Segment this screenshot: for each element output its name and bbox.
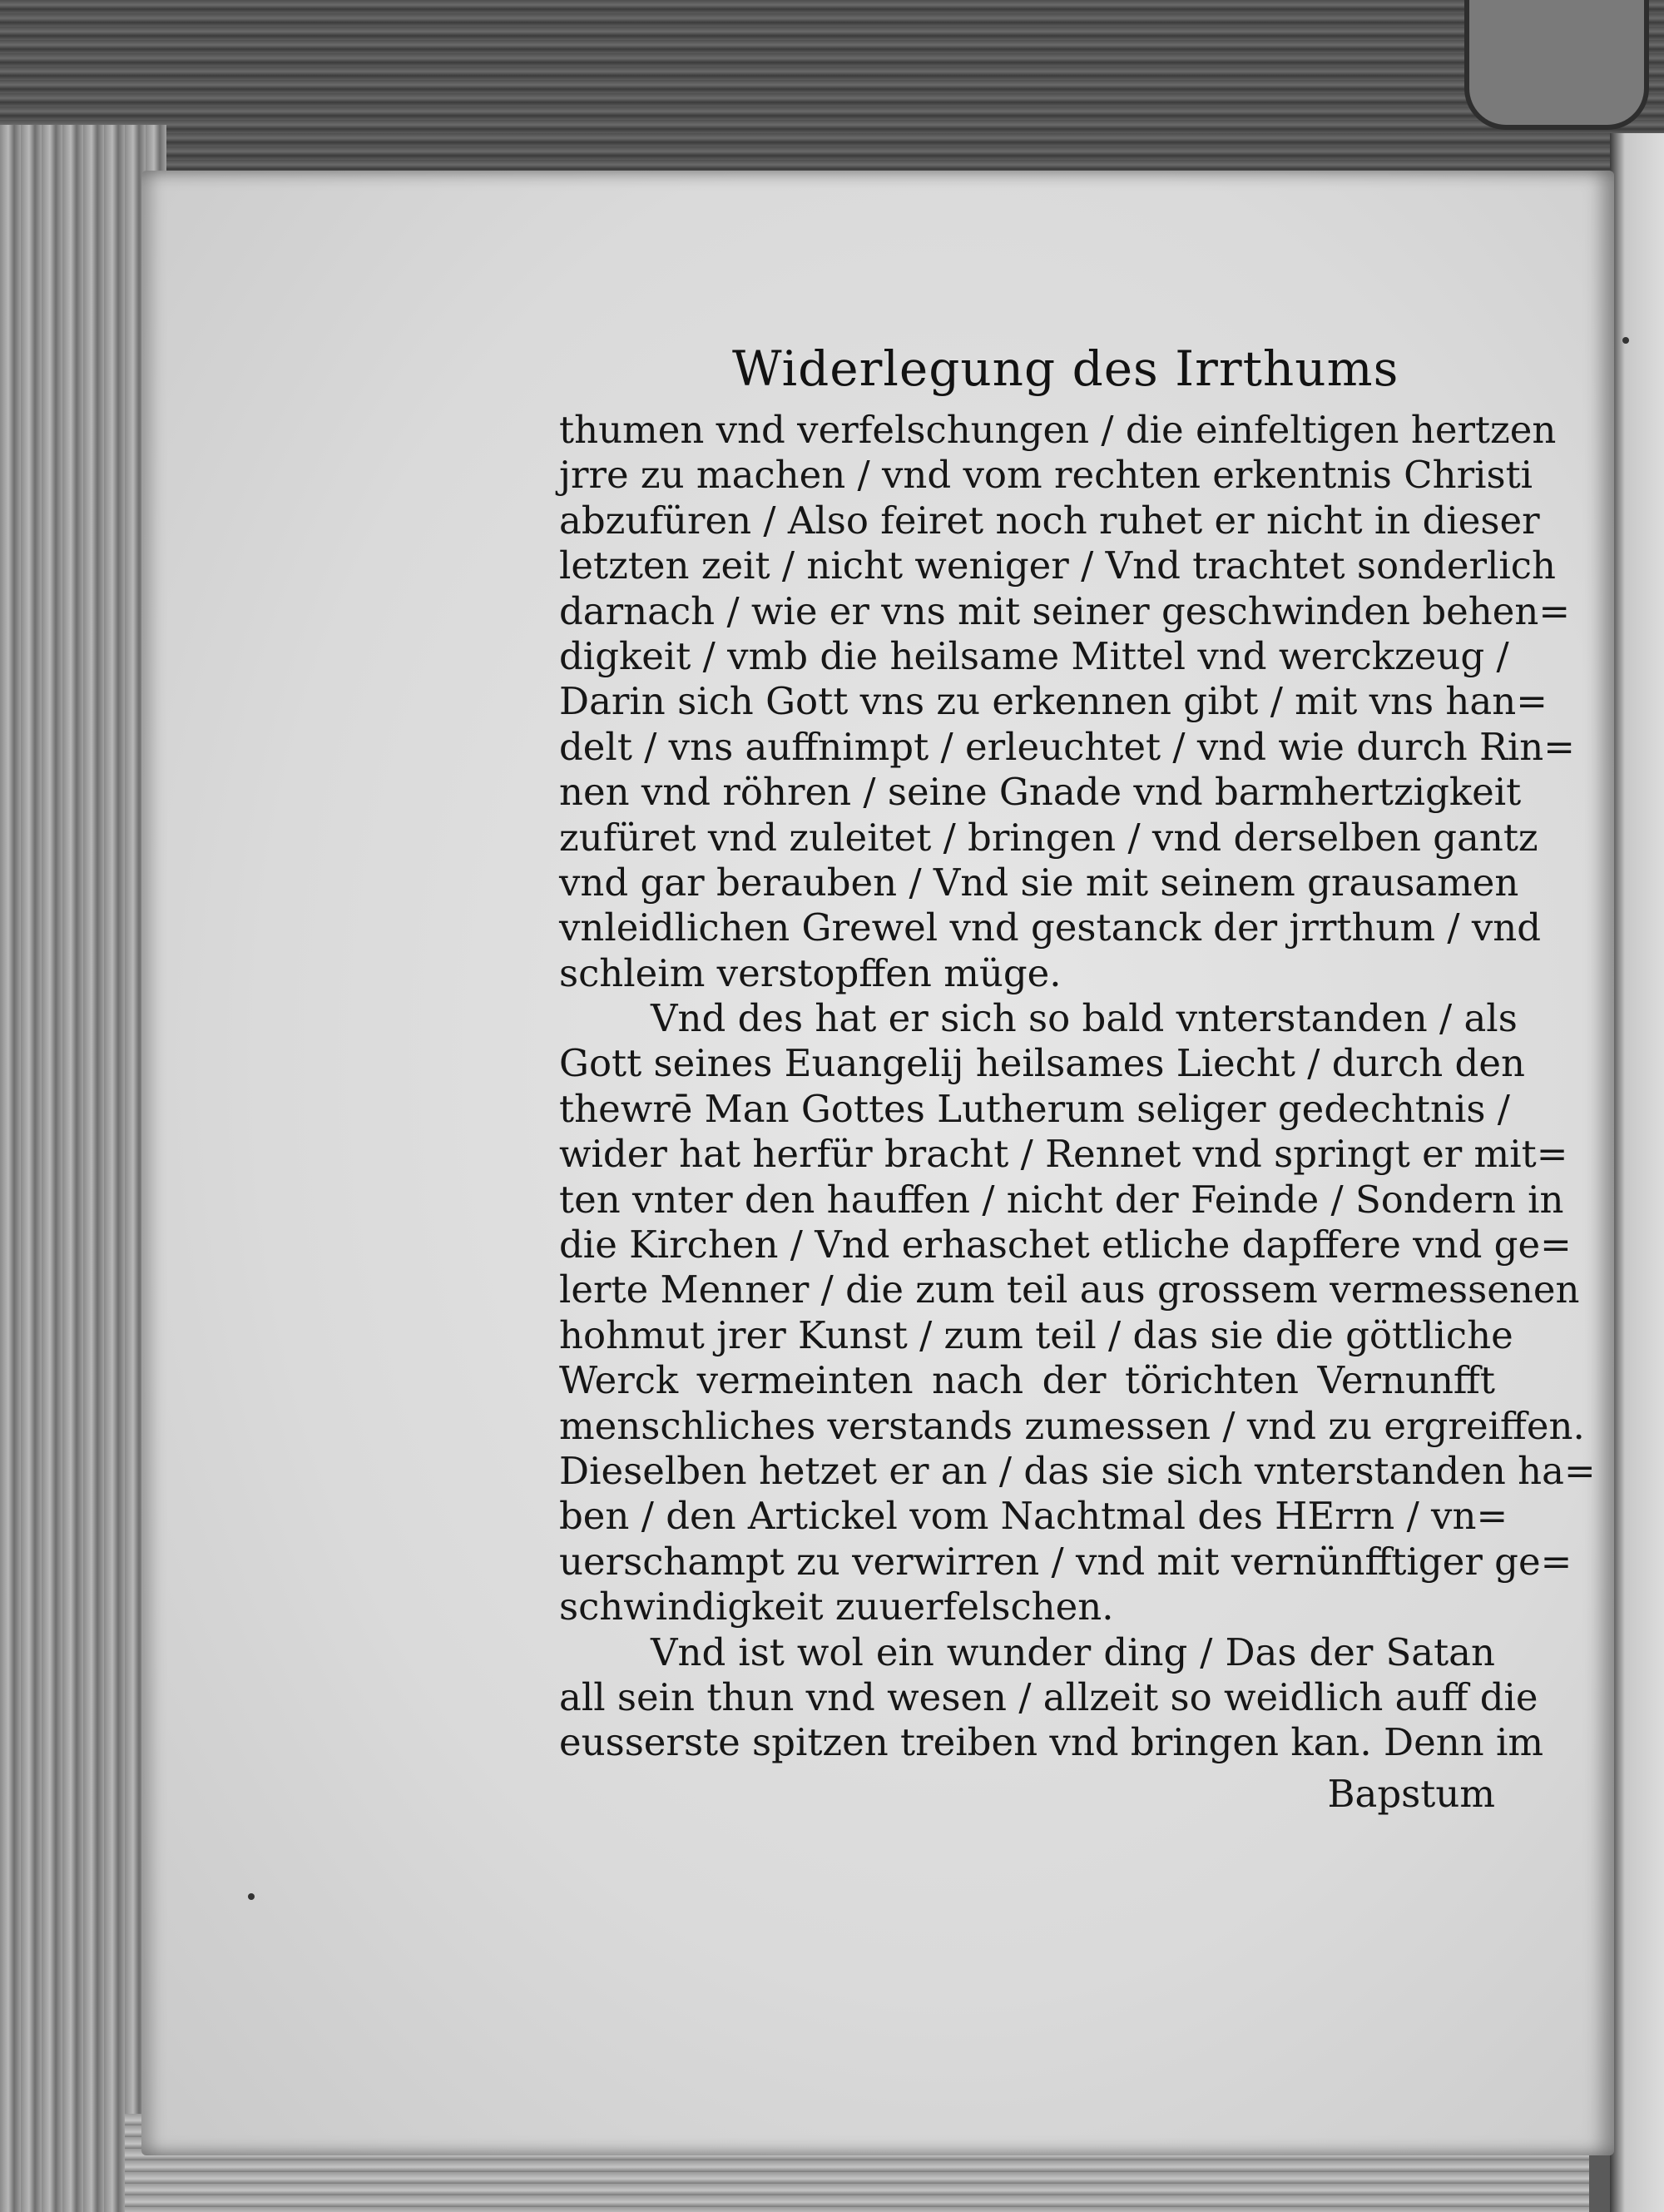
text-line: digkeit / vmb die heilsame Mittel vnd werckzeug / bbox=[559, 633, 1509, 678]
text-line: Werck vermeinten nach der törichten Vernunfft bbox=[559, 1358, 1495, 1403]
text-line: abzufüren / Also feiret noch ruhet er nicht in dieser bbox=[559, 498, 1540, 543]
text-line: thewrē Man Gottes Lutherum seliger gedechtnis / bbox=[559, 1086, 1510, 1131]
ink-speck bbox=[248, 1893, 255, 1900]
body-text bbox=[559, 408, 1596, 1766]
text-line: lerte Menner / die zum teil aus grossem vermessenen bbox=[559, 1267, 1580, 1312]
text-line: thumen vnd verfelschungen / die einfeltigen hertzen bbox=[559, 408, 1557, 452]
text-line: vnleidlichen Grewel vnd gestanck der jrrthum / vnd bbox=[559, 905, 1542, 950]
text-line: menschliches verstands zumessen / vnd zu ergreiffen. bbox=[559, 1403, 1585, 1448]
clasp-strap bbox=[1464, 0, 1649, 130]
text-line: schleim verstopffen müge. bbox=[559, 950, 1062, 995]
text-line: uerschampt zu verwirren / vnd mit vernünfftiger ge= bbox=[559, 1539, 1572, 1584]
text-line: delt / vns auffnimpt / erleuchtet / vnd wie durch Rin= bbox=[559, 724, 1575, 769]
text-line: all sein thun vnd wesen / allzeit so weidlich auff die bbox=[559, 1674, 1538, 1719]
text-line: Dieselben hetzet er an / das sie sich vnterstanden ha= bbox=[559, 1448, 1596, 1493]
facing-page-edge bbox=[1610, 133, 1664, 2212]
text-line: Vnd des hat er sich so bald vnterstanden / als bbox=[651, 996, 1518, 1041]
text-line: ben / den Artickel vom Nachtmal des HErrn / vn= bbox=[559, 1494, 1508, 1539]
text-line: eusserste spitzen treiben vnd bringen kan. Denn im bbox=[559, 1720, 1544, 1765]
text-line: die Kirchen / Vnd erhaschet etliche dapffere vnd ge= bbox=[559, 1223, 1572, 1267]
text-line: ten vnter den hauffen / nicht der Feinde / Sondern in bbox=[559, 1177, 1564, 1222]
text-line: Gott seines Euangelij heilsames Liecht / durch den bbox=[559, 1041, 1525, 1086]
book-top-edge bbox=[0, 0, 1664, 171]
text-line: jrre zu machen / vnd vom rechten erkentnis Christi bbox=[559, 453, 1533, 498]
text-line: Darin sich Gott vns zu erkennen gibt / mit vns han= bbox=[559, 679, 1548, 724]
text-line: letzten zeit / nicht weniger / Vnd trachtet sonderlich bbox=[559, 543, 1556, 588]
text-line: hohmut jrer Kunst / zum teil / das sie die göttliche bbox=[559, 1312, 1513, 1357]
catchword: Bapstum bbox=[1327, 1772, 1495, 1816]
text-line: schwindigkeit zuuerfelschen. bbox=[559, 1585, 1114, 1629]
text-line: zufüret vnd zuleitet / bringen / vnd derselben gantz bbox=[559, 815, 1538, 860]
text-line: Vnd ist wol ein wunder ding / Das der Satan bbox=[651, 1629, 1495, 1674]
text-line: darnach / wie er vns mit seiner geschwinden behen= bbox=[559, 588, 1571, 633]
running-head: Widerlegung des Irrthums bbox=[732, 340, 1399, 397]
ink-speck bbox=[1622, 337, 1629, 344]
text-line: vnd gar berauben / Vnd sie mit seinem grausamen bbox=[559, 860, 1519, 905]
text-line: wider hat herfür bracht / Rennet vnd springt er mit= bbox=[559, 1132, 1568, 1177]
text-line: nen vnd röhren / seine Gnade vnd barmhertzigkeit bbox=[559, 770, 1522, 815]
